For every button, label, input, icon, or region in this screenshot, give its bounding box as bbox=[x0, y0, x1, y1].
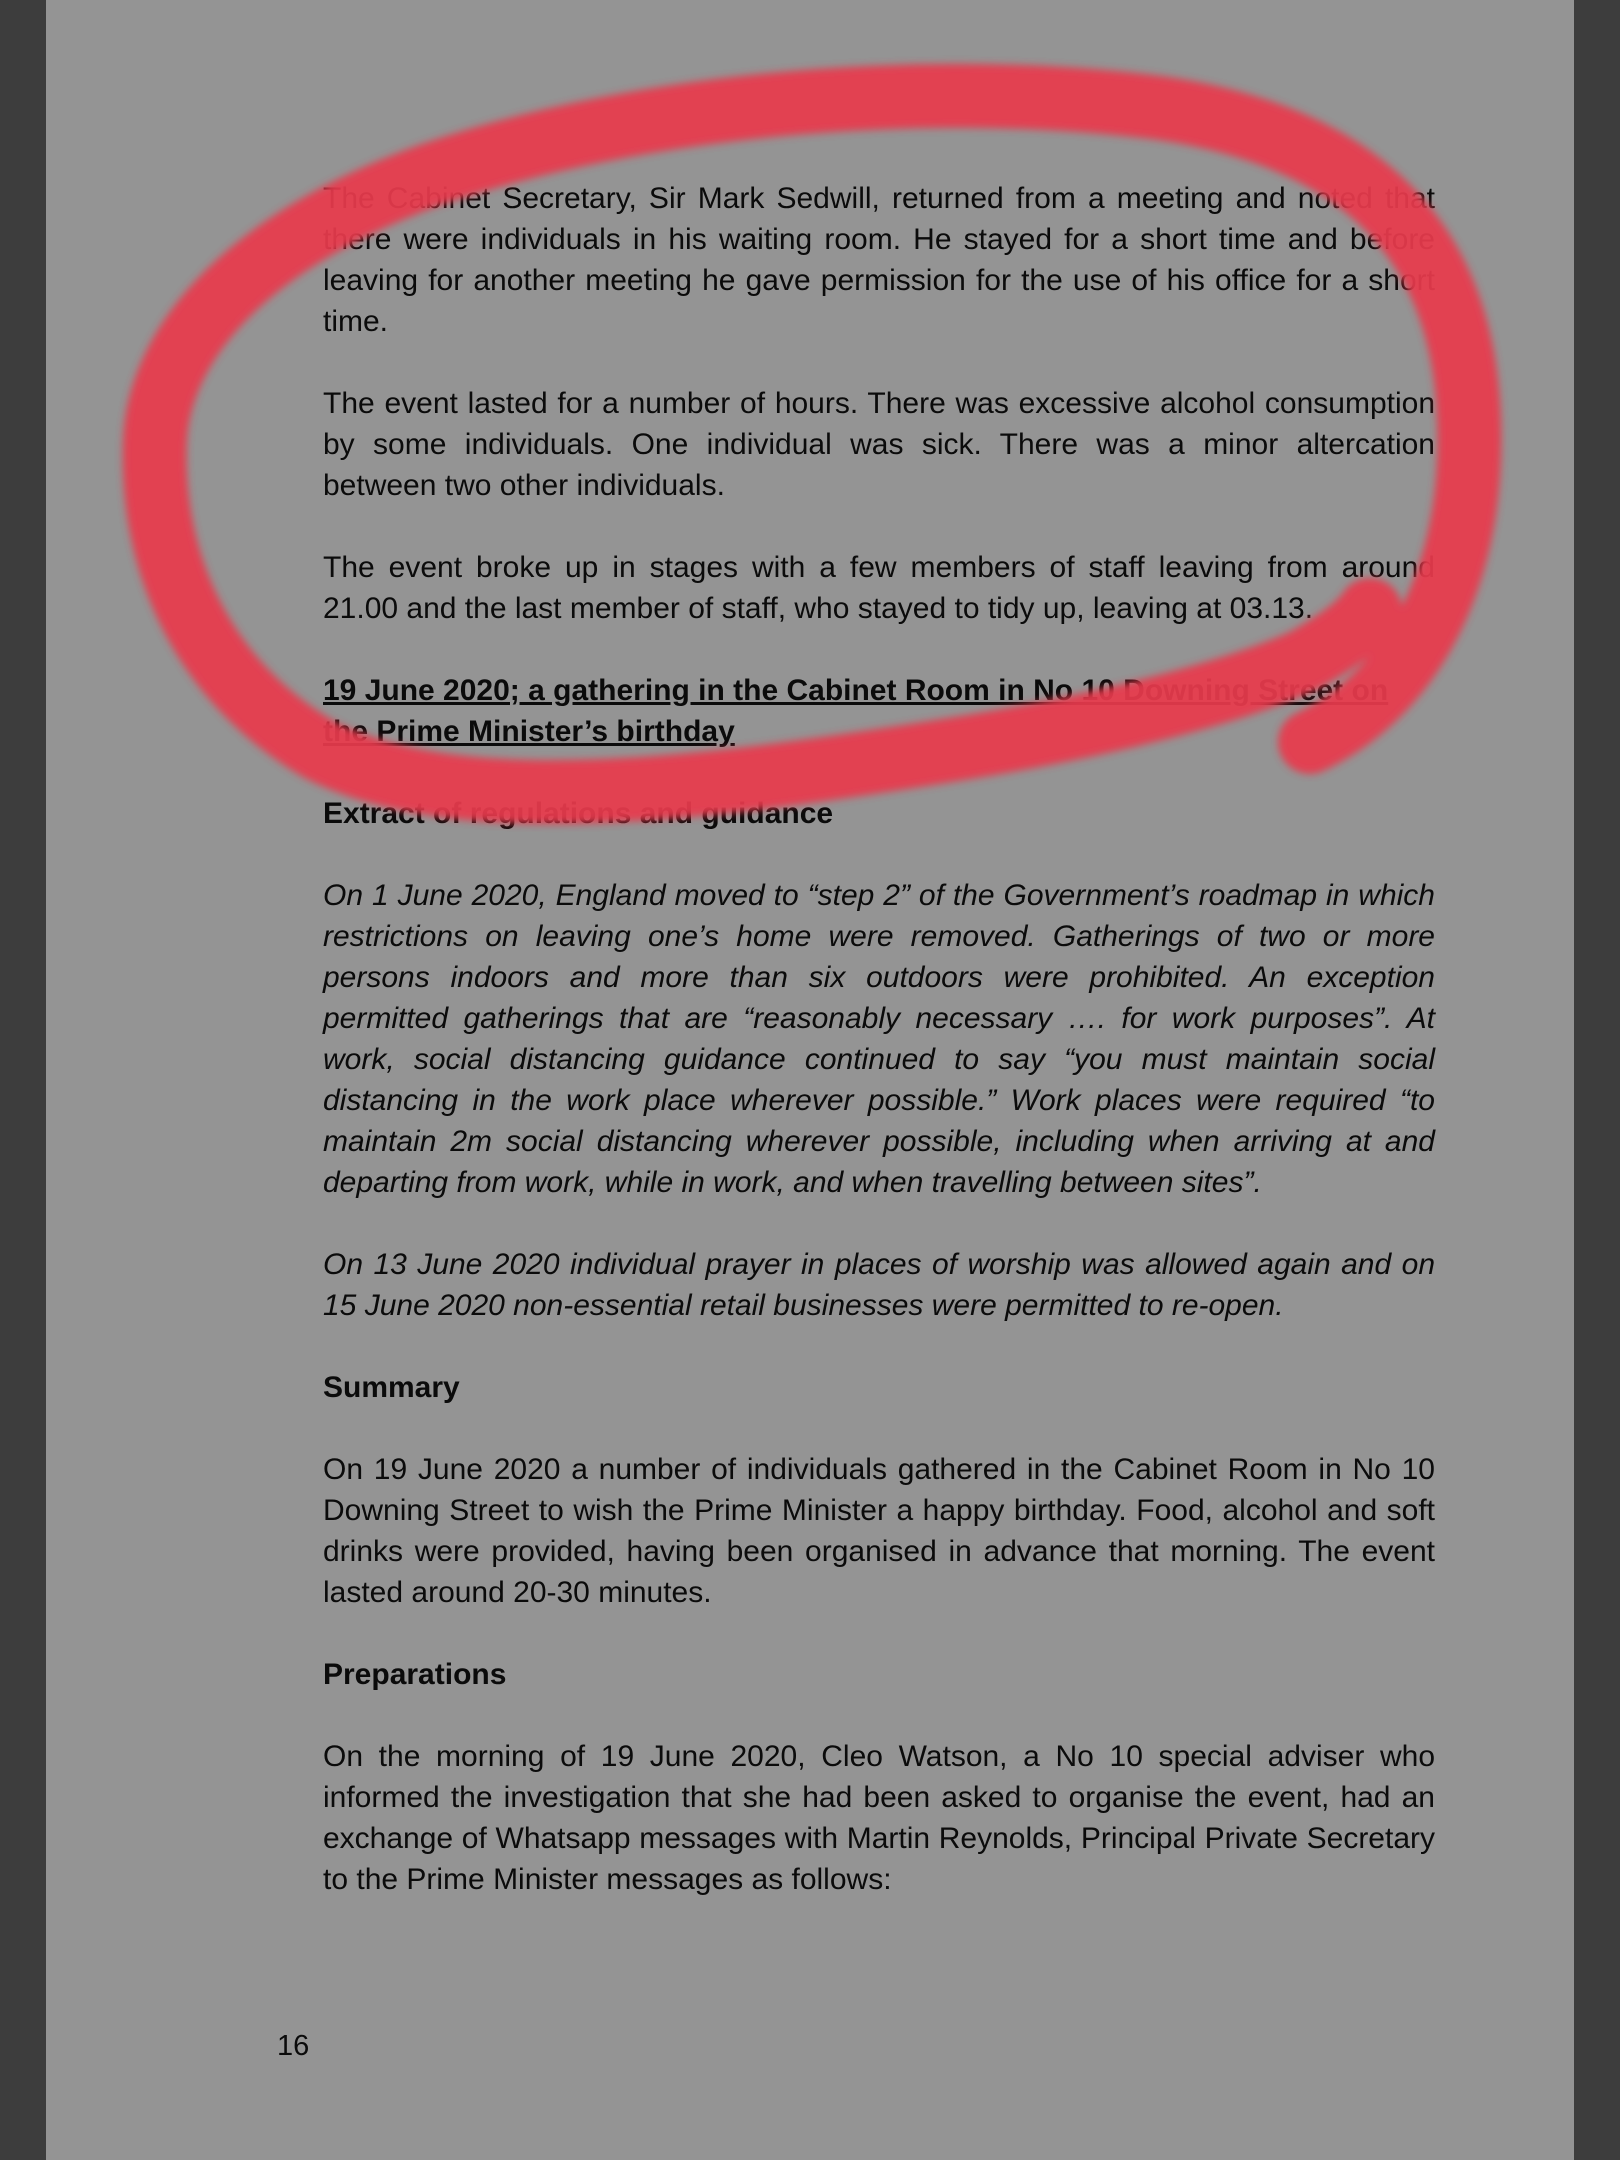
section-heading-birthday-gathering: 19 June 2020; a gathering in the Cabinet Room in No 10 Downing Street on the Prime Minister’s birthday bbox=[323, 674, 1389, 748]
document-body bbox=[323, 178, 1435, 1941]
summary-heading: Summary bbox=[323, 1371, 460, 1404]
extract-heading: Extract of regulations and guidance bbox=[323, 797, 834, 830]
preparations-paragraph: On the morning of 19 June 2020, Cleo Watson, a No 10 special adviser who informed the investigation that she had been asked to organise the event, had an exchange of Whatsapp messages with Martin Reynolds, Principal Private Secretary to the Prime Minister messages as follows: bbox=[323, 1740, 1435, 1896]
document-page bbox=[46, 0, 1574, 2160]
extract-paragraph-worship: On 13 June 2020 individual prayer in places of worship was allowed again and on 15 June 2020 non-essential retail businesses were permitted to re-open. bbox=[323, 1248, 1435, 1322]
paragraph-event-breakup: The event broke up in stages with a few members of staff leaving from around 21.00 and the last member of staff, who stayed to tidy up, leaving at 03.13. bbox=[323, 551, 1435, 625]
summary-paragraph: On 19 June 2020 a number of individuals gathered in the Cabinet Room in No 10 Downing Street to wish the Prime Minister a happy birthday. Food, alcohol and soft drinks were provided, having been organised in advance that morning. The event lasted around 20-30 minutes. bbox=[323, 1453, 1435, 1609]
extract-paragraph-step2: On 1 June 2020, England moved to “step 2” of the Government’s roadmap in which restrictions on leaving one’s home were removed. Gatherings of two or more persons indoors and more than six outdoors were prohibited. An exception permitted gatherings that are “reasonably necessary …. for work purposes”. At work, social distancing guidance continued to say “you must maintain social distancing in the work place wherever possible.” Work places were required “to maintain 2m social distancing wherever possible, including when arriving at and departing from work, while in work, and when travelling between sites”. bbox=[323, 879, 1435, 1199]
page-number: 16 bbox=[277, 2030, 310, 2062]
paragraph-event-duration: The event lasted for a number of hours. There was excessive alcohol consumption by some individuals. One individual was sick. There was a minor altercation between two other individuals. bbox=[323, 387, 1435, 502]
preparations-heading: Preparations bbox=[323, 1658, 507, 1691]
paragraph-cabinet-secretary: The Cabinet Secretary, Sir Mark Sedwill, returned from a meeting and noted that there were individuals in his waiting room. He stayed for a short time and before leaving for another meeting he gave permission for the use of his office for a short time. bbox=[323, 182, 1435, 338]
